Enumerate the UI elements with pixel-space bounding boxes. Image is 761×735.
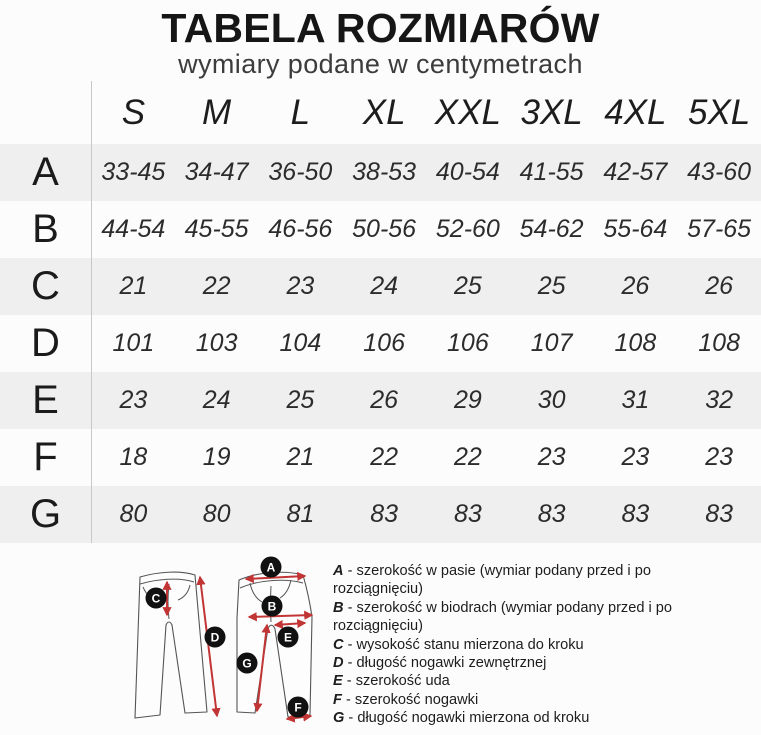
size-value-g-4xl: 83: [594, 486, 678, 543]
measurement-legend: [333, 562, 713, 728]
legend-item-f: F - szerokość nogawki: [333, 691, 479, 708]
size-value-e-5xl: 32: [677, 372, 761, 429]
size-value-g-l: 81: [259, 486, 343, 543]
size-value-g-xxl: 83: [426, 486, 510, 543]
size-value-e-4xl: 31: [594, 372, 678, 429]
legend-key: E: [333, 673, 343, 690]
size-value-e-xl: 26: [342, 372, 426, 429]
size-value-b-3xl: 54-62: [519, 215, 584, 243]
badge-c-label: C: [151, 591, 161, 606]
size-value-a-3xl: 41-55: [510, 144, 594, 201]
size-value-d-xl: 106: [363, 329, 405, 357]
row-label-e: E: [0, 372, 91, 429]
size-value-g-s: 80: [91, 486, 175, 543]
size-value-f-l: 21: [286, 443, 315, 471]
size-value-a-xl: 38-53: [342, 144, 426, 201]
size-column-header-5xl: 5XL: [687, 92, 751, 132]
size-value-a-xxl: 40-54: [426, 144, 510, 201]
size-value-a-4xl: 42-57: [594, 144, 678, 201]
size-column-header-4xl: 4XL: [604, 92, 667, 132]
size-value-b-5xl: 57-65: [687, 215, 752, 243]
size-value-f-4xl: 23: [621, 443, 650, 471]
size-value-g-m: 80: [175, 486, 259, 543]
row-label-d: D: [31, 321, 60, 365]
size-value-b-4xl: 55-64: [603, 215, 668, 243]
page-title: TABELA ROZMIARÓW: [161, 5, 600, 51]
size-value-f-xl: 22: [370, 443, 399, 471]
size-value-f-m: 19: [202, 443, 231, 471]
size-value-a-s: 33-45: [91, 144, 175, 201]
size-value-e-l: 25: [259, 372, 343, 429]
legend-key: F: [333, 691, 342, 708]
legend-key: G: [333, 710, 345, 727]
size-value-c-xl: 24: [342, 258, 426, 315]
size-column-header-xxl: XXL: [434, 92, 501, 132]
measurement-guide: [0, 543, 761, 735]
legend-item-b: B - szerokość w biodrach (wymiar podany przed i po rozciągnięciu): [333, 599, 673, 635]
size-value-g-5xl: 83: [677, 486, 761, 543]
size-value-c-3xl: 25: [510, 258, 594, 315]
size-value-c-xxl: 25: [426, 258, 510, 315]
size-value-b-s: 44-54: [91, 201, 175, 258]
size-value-a-m: 34-47: [175, 144, 259, 201]
size-value-d-l: 104: [279, 329, 322, 357]
pants-front-right: [237, 557, 313, 720]
pants-diagram: [95, 555, 330, 735]
size-value-b-xxl: 52-60: [435, 215, 500, 243]
row-label-c: C: [0, 258, 91, 315]
header: [0, 0, 761, 81]
row-label-f: F: [33, 435, 58, 479]
size-column-header-s: S: [91, 81, 175, 144]
legend-item-a: A - szerokość w pasie (wymiar podany przed i po rozciągnięciu): [333, 563, 651, 598]
pants-front-left: [135, 572, 226, 718]
row-label-a: A: [0, 144, 91, 201]
size-value-d-3xl: 107: [530, 329, 573, 357]
row-label-b: B: [32, 207, 59, 251]
badge-d-label: D: [210, 630, 220, 645]
pants-outline: [135, 572, 207, 718]
size-value-d-4xl: 108: [614, 329, 657, 357]
size-value-e-3xl: 30: [510, 372, 594, 429]
size-value-e-m: 24: [175, 372, 259, 429]
size-value-d-xxl: 106: [447, 329, 489, 357]
legend-item-d: D - długość nogawki zewnętrznej: [333, 655, 547, 672]
size-value-b-m: 45-55: [184, 215, 249, 243]
table-corner-cell: [0, 81, 91, 144]
row-label-g: G: [0, 486, 91, 543]
legend-key: D: [333, 655, 344, 672]
badge-a-label: A: [266, 560, 276, 575]
pants-outline: [237, 572, 312, 717]
size-value-g-3xl: 83: [510, 486, 594, 543]
size-value-e-xxl: 29: [426, 372, 510, 429]
size-value-c-s: 21: [91, 258, 175, 315]
size-value-b-xl: 50-56: [352, 215, 417, 243]
page-subtitle: wymiary podane w centymetrach: [178, 48, 583, 79]
size-value-d-5xl: 108: [698, 329, 740, 357]
size-value-b-l: 46-56: [268, 215, 333, 243]
badge-f-label: F: [294, 700, 302, 715]
size-value-c-l: 23: [259, 258, 343, 315]
size-value-g-xl: 83: [342, 486, 426, 543]
size-value-a-5xl: 43-60: [677, 144, 761, 201]
size-value-a-l: 36-50: [259, 144, 343, 201]
size-value-c-m: 22: [175, 258, 259, 315]
size-value-c-5xl: 26: [677, 258, 761, 315]
size-table: [0, 81, 761, 543]
legend-key: B: [333, 599, 344, 616]
badge-g-label: G: [242, 656, 252, 671]
size-value-f-5xl: 23: [705, 443, 734, 471]
size-value-d-s: 101: [91, 315, 175, 372]
legend-key: C: [333, 636, 344, 653]
size-value-e-s: 23: [91, 372, 175, 429]
size-column-header-m: M: [202, 92, 232, 132]
size-column-header-3xl: 3XL: [520, 92, 583, 132]
badge-b-label: B: [267, 599, 277, 614]
size-value-f-xxl: 22: [453, 443, 482, 471]
legend-item-c: C - wysokość stanu mierzona do kroku: [333, 636, 584, 653]
size-value-d-m: 103: [195, 329, 238, 357]
size-column-header-l: L: [290, 92, 311, 132]
size-value-f-3xl: 23: [537, 443, 566, 471]
size-column-header-xl: XL: [362, 92, 406, 132]
size-value-f-s: 18: [91, 429, 175, 486]
size-value-c-4xl: 26: [594, 258, 678, 315]
badge-e-label: E: [283, 630, 293, 645]
legend-key: A: [333, 563, 344, 579]
legend-item-g: G - długość nogawki mierzona od kroku: [333, 710, 590, 727]
legend-item-e: E - szerokość uda: [333, 673, 450, 690]
